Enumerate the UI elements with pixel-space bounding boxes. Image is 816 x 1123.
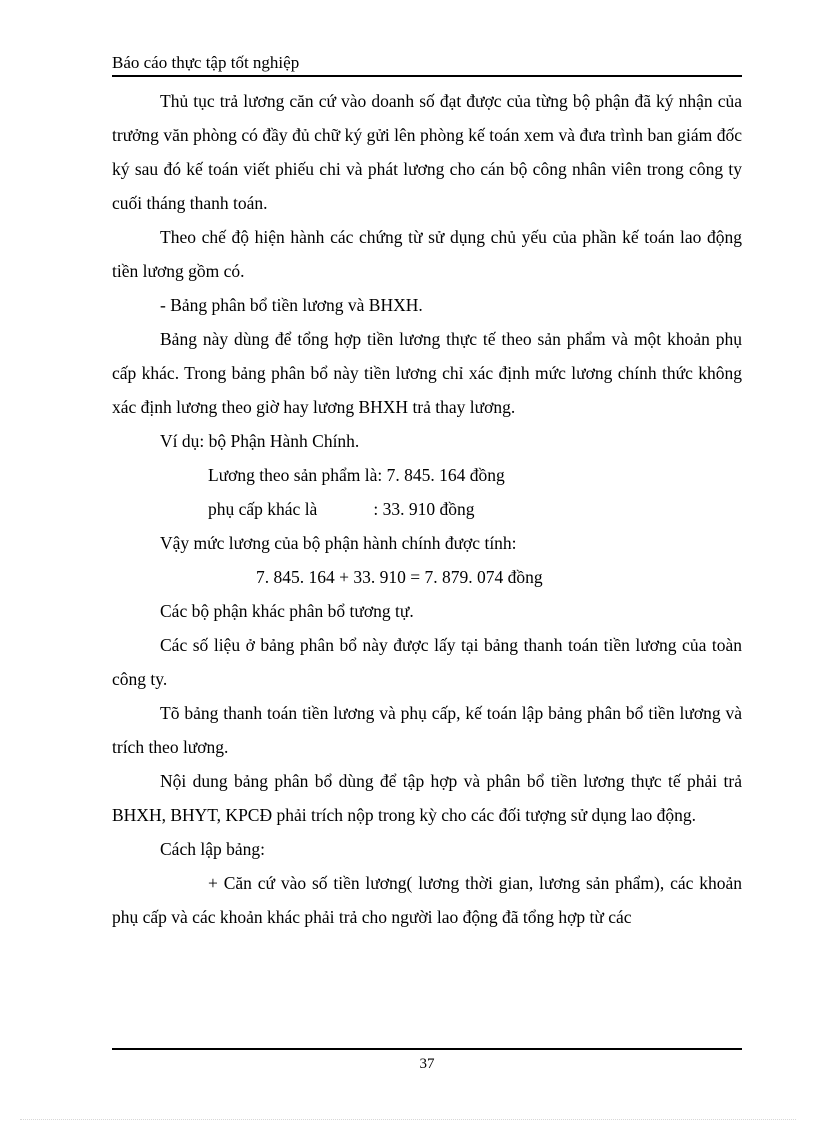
paragraph-how-to-make: Cách lập bảng: bbox=[160, 839, 265, 859]
running-header: Báo cáo thực tập tốt nghiệp bbox=[112, 53, 300, 72]
line-other-allowance bbox=[112, 492, 742, 526]
document-body bbox=[112, 84, 742, 934]
line-salary-formula: 7. 845. 164 + 33. 910 = 7. 879. 074 đồng bbox=[256, 567, 543, 587]
paragraph-documents-used: Theo chế độ hiện hành các chứng từ sử dụng chủ yếu của phần kế toán lao động tiền lương gồm có. bbox=[112, 227, 742, 281]
paragraph-example: Ví dụ: bộ Phận Hành Chính. bbox=[160, 431, 360, 451]
paragraph-table-purpose: Bảng này dùng để tổng hợp tiền lương thực tế theo sản phẩm và một khoản phụ cấp khác. Trong bảng phân bổ này tiền lương chỉ xác định mức lương chính thức không xác định lương theo giờ hay lương BHXH trả thay lương. bbox=[112, 329, 742, 417]
allowance-value: : 33. 910 đồng bbox=[373, 499, 475, 519]
paragraph-table-content: Nội dung bảng phân bổ dùng để tập hợp và phân bổ tiền lương thực tế phải trả BHXH, BHYT, KPCĐ phải trích nộp trong kỳ cho các đối tượng sử dụng lao động. bbox=[112, 771, 742, 825]
paragraph-payment-procedure: Thủ tục trả lương căn cứ vào doanh số đạt được của từng bộ phận đã ký nhận của trưởng văn phòng có đầy đủ chữ ký gửi lên phòng kế toán xem và đưa trình ban giám đốc ký sau đó kế toán viết phiếu chi và phát lương cho cán bộ công nhân viên trong công ty cuối tháng thanh toán. bbox=[112, 91, 742, 213]
line-product-salary: Lương theo sản phẩm là: 7. 845. 164 đồng bbox=[208, 465, 505, 485]
paragraph-other-departments: Các bộ phận khác phân bổ tương tự. bbox=[160, 601, 414, 621]
page-number: 37 bbox=[419, 1056, 435, 1072]
header-rule bbox=[112, 75, 742, 77]
footer-rule bbox=[112, 1048, 742, 1050]
paragraph-step-one: + Căn cứ vào số tiền lương( lương thời gian, lương sản phẩm), các khoản phụ cấp và các khoản khác phải trả cho người lao động đã tổng hợp từ các bbox=[112, 873, 742, 927]
paragraph-from-payment-table: Tõ bảng thanh toán tiền lương và phụ cấp, kế toán lập bảng phân bổ tiền lương và trích theo lương. bbox=[112, 703, 742, 757]
paragraph-salary-calc: Vậy mức lương của bộ phận hành chính được tính: bbox=[160, 533, 517, 553]
paragraph-data-source: Các số liệu ở bảng phân bổ này được lấy tại bảng thanh toán tiền lương của toàn công ty. bbox=[112, 635, 742, 689]
page-bottom-border bbox=[20, 1119, 796, 1120]
list-item-allocation-table: - Bảng phân bổ tiền lương và BHXH. bbox=[160, 295, 423, 315]
allowance-label: phụ cấp khác là bbox=[208, 499, 318, 519]
